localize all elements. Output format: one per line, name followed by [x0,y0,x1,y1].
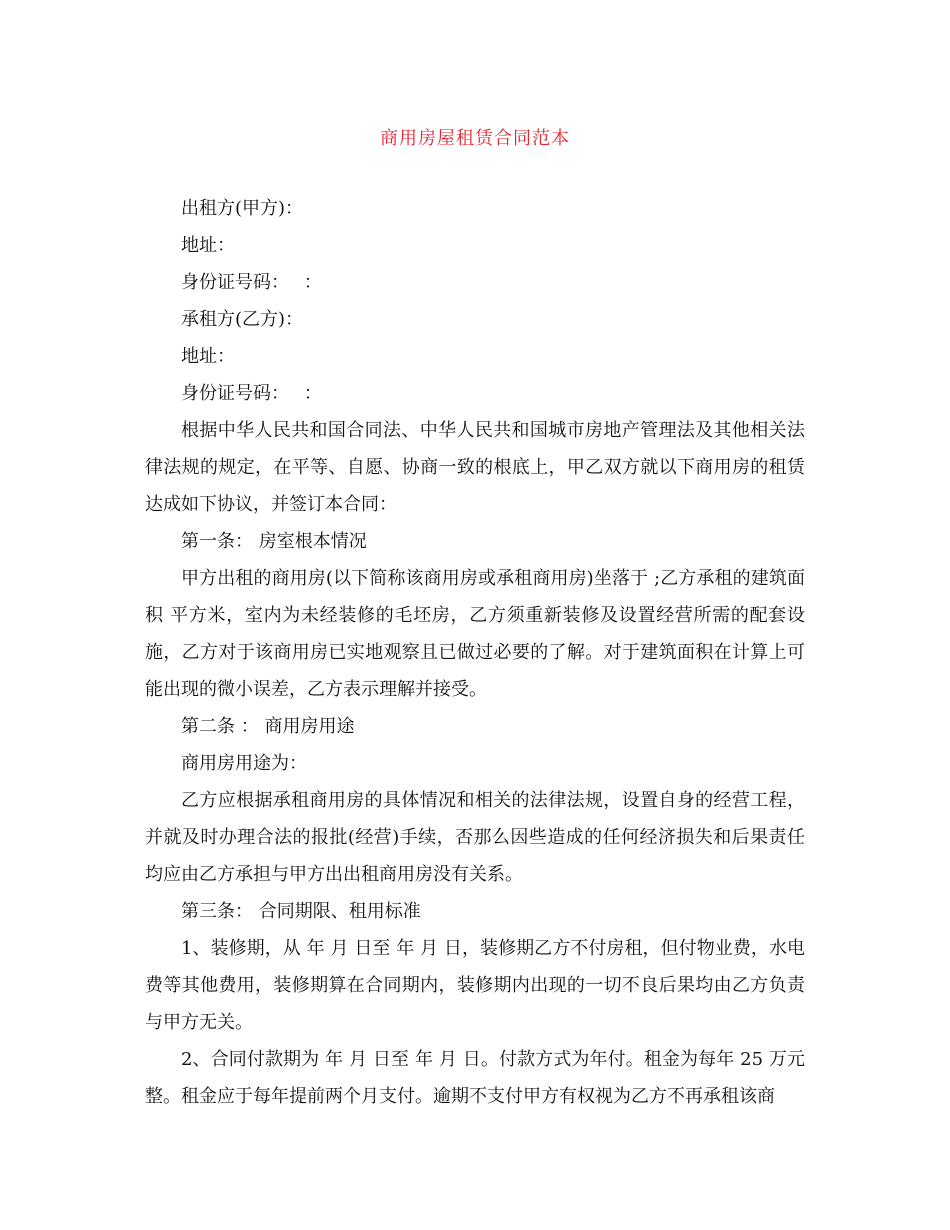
article-2-purpose: 商用房用途为： [181,753,307,774]
article-1-body: 甲方出租的商用房(以下简称该商用房或承租商用房)坐落于 ;乙方承租的建筑面积 平方米，室内为未经装修的毛坯房，乙方须重新装修及设置经营所需的配套设施，乙方对于该商用房已实地观察且已做过必要的了解。对于建筑面积在计算上可能出现的微小误差，乙方表示理解并接受。 [145,568,805,700]
article-3-item-2: 2、合同付款期为 年 月 日至 年 月 日。付款方式为年付。租金为每年 25 万元整。租金应于每年提前两个月支付。逾期不支付甲方有权视为乙方不再承租该商 [145,1049,805,1107]
paragraph-lessee-id: 身份证号码： ： [181,383,322,404]
paragraph-lessee-address: 地址： [181,346,235,367]
article-3-item-1: 1、装修期，从 年 月 日至 年 月 日，装修期乙方不付房租，但付物业费，水电费等其他费用，装修期算在合同期内，装修期内出现的一切不良后果均由乙方负责与甲方无关。 [145,938,805,1033]
paragraph-lessor: 出租方(甲方)： [181,198,304,219]
paragraph-lessor-address: 地址： [181,235,235,256]
document-body [145,190,805,1115]
document-title: 商用房屋租赁合同范本 [380,128,570,149]
article-1-heading: 第一条： 房室根本情况 [181,531,367,552]
paragraph-preamble: 根据中华人民共和国合同法、中华人民共和国城市房地产管理法及其他相关法律法规的规定，在平等、自愿、协商一致的根底上，甲乙双方就以下商用房的租赁达成如下协议，并签订本合同： [145,420,805,515]
article-2-body: 乙方应根据承租商用房的具体情况和相关的法律法规，设置自身的经营工程，并就及时办理合法的报批(经营)手续，否那么因些造成的任何经济损失和后果责任均应由乙方承担与甲方出出租商用房没有关系。 [145,790,805,885]
article-2-heading: 第二条 ： 商用房用途 [181,716,355,737]
paragraph-lessee: 承租方(乙方)： [181,309,304,330]
article-3-heading: 第三条： 合同期限、租用标准 [181,901,421,922]
paragraph-lessor-id: 身份证号码： ： [181,272,322,293]
